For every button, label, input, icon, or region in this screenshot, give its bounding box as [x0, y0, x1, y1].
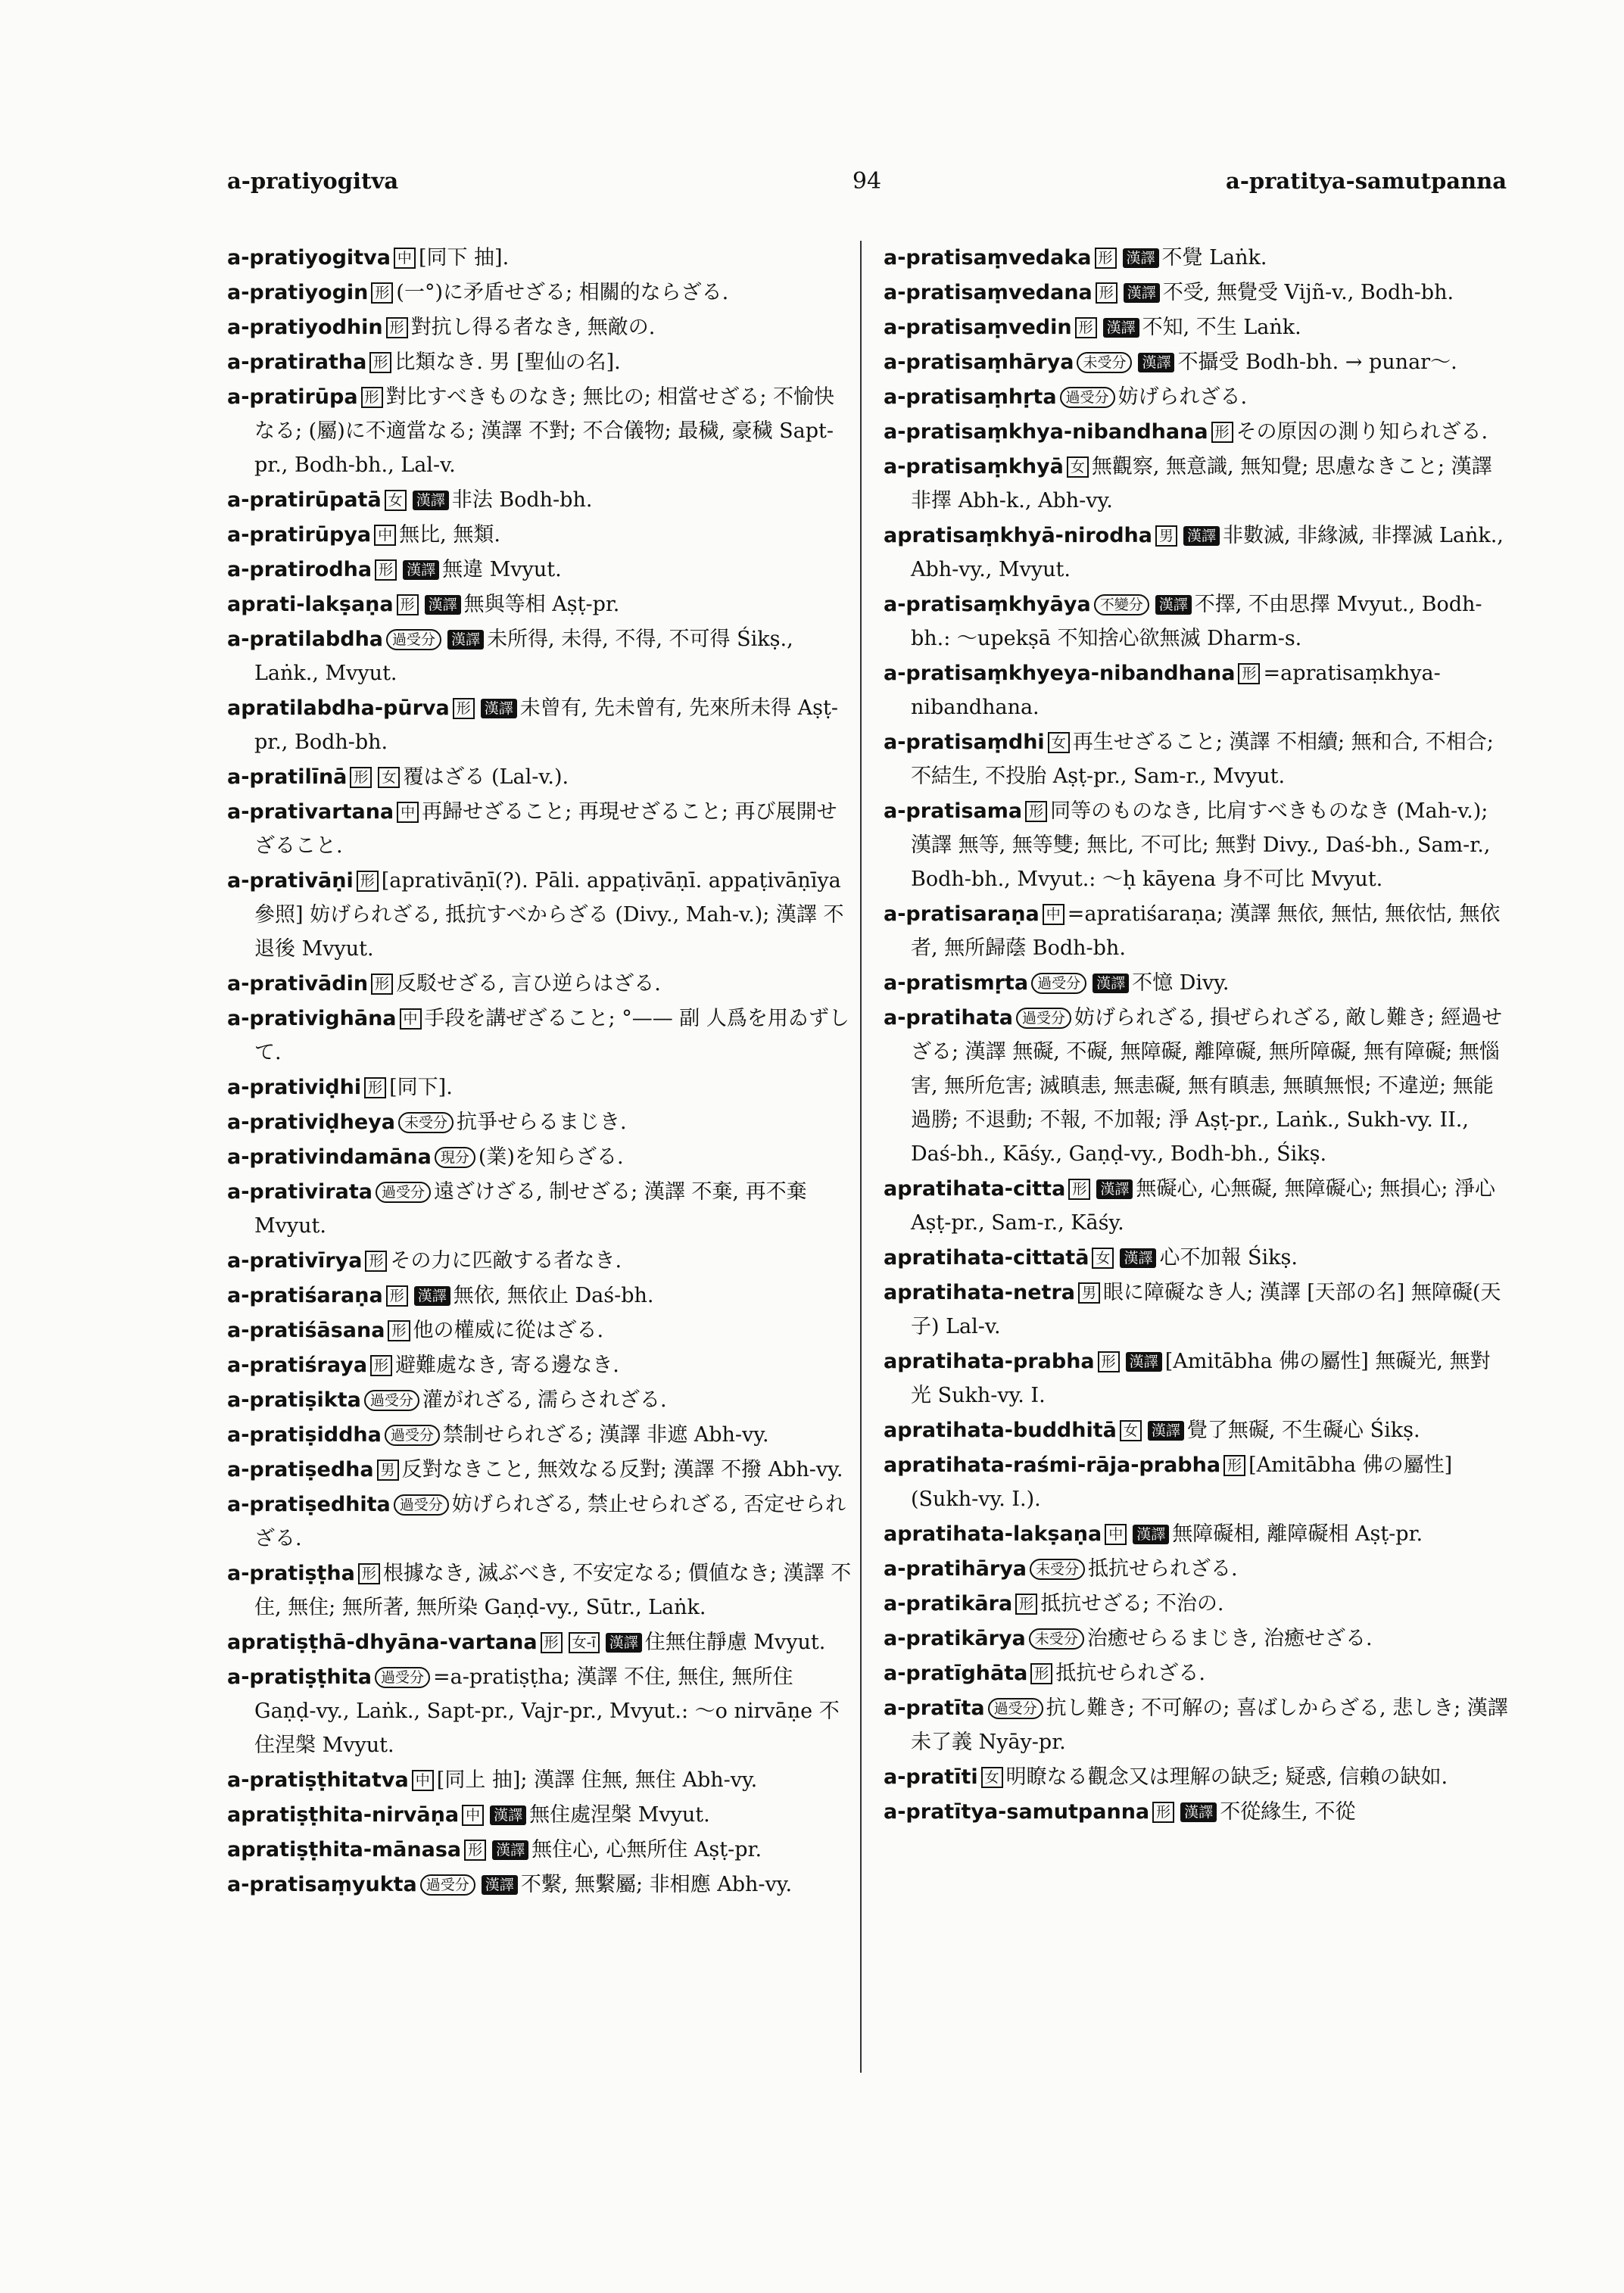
dictionary-entry — [884, 345, 1508, 379]
headword: a-pratisaraṇa — [884, 902, 1040, 926]
grammar-tag: 形 — [453, 698, 475, 719]
dictionary-entry — [227, 1313, 852, 1347]
definition: 反駁せざる, 言ひ逆らはざる. — [396, 972, 661, 995]
headword: a-pratiśaraṇa — [227, 1284, 383, 1307]
headword: a-pratisaṃdhi — [884, 731, 1045, 754]
translation-marker: 漢譯 — [1148, 1421, 1184, 1441]
headword: a-pratisaṃyukta — [227, 1873, 417, 1896]
definition: [Amitābha 佛の屬性] (Sukh-vy. I.). — [911, 1453, 1453, 1511]
definition: 不擇, 不由思擇 Mvyut., Bodh-bh.: ～upekṣā 不知捨心欲無滅 Dharm-s. — [911, 593, 1482, 650]
grammar-tag: 中 — [1105, 1524, 1127, 1545]
dictionary-entry — [227, 1833, 852, 1867]
headword: a-prativiḍheya — [227, 1111, 395, 1134]
headword: apratiṣṭhā-dhyāna-vartana — [227, 1631, 538, 1654]
translation-marker: 漢譯 — [1183, 526, 1220, 546]
dictionary-entry — [227, 1140, 852, 1174]
definition: 妨げられざる, 損ぜられざる, 敵し難き; 經過せざる; 漢譯 無礙, 不礙, 無障礙, 離障礙, 無所障礙, 無有障礙; 無惱害, 無所危害; 滅瞋恚, 無恚礙, 無有瞋恚, 無瞋無恨; 不違逆; 無能過勝; 不退動; 不報, 不加報; 淨 Aṣṭ-pr., Laṅk., Sukh-vy. II., Daś-bh., Kāśy., Gaṇḍ-vy., Bodh-bh., Śikṣ. — [911, 1006, 1503, 1166]
translation-marker: 漢譯 — [1126, 1352, 1162, 1372]
translation-marker: 漢譯 — [1093, 974, 1129, 993]
grammar-tag: 形 — [541, 1632, 563, 1653]
translation-marker: 漢譯 — [414, 1286, 450, 1306]
definition: 抵抗せられざる. — [1088, 1557, 1238, 1581]
grammar-tag: 形 — [388, 1320, 410, 1341]
grammar-tag: 過受分 — [375, 1667, 430, 1688]
grammar-tag: 形 — [357, 871, 379, 892]
headword: a-pratiṣikta — [227, 1388, 361, 1412]
dictionary-entry — [227, 1625, 852, 1659]
definition: 治癒せらるまじき, 治癒せざる. — [1086, 1627, 1373, 1650]
definition: 對比すべきものなき; 無比の; 相當せざる; 不愉快なる; (屬)に不適當なる; 漢譯 不對; 不合儀物; 最穢, 豪穢 Sapt-pr., Bodh-bh., Lal-v. — [254, 385, 835, 477]
dictionary-entry — [227, 1556, 852, 1625]
grammar-tag: 未受分 — [1029, 1628, 1084, 1650]
definition: 無觀察, 無意識, 無知覺; 思慮なきこと; 漢譯 非擇 Abh-k., Abh-vy. — [911, 455, 1492, 512]
dictionary-entry — [884, 1691, 1508, 1759]
definition: 不攝受 Bodh-bh. → punar～. — [1177, 350, 1457, 374]
dictionary-entry — [884, 1795, 1508, 1829]
definition: 根據なき, 滅ぶべき, 不安定なる; 價値なき; 漢譯 不住, 無住; 無所著, 無所染 Gaṇḍ-vy., Sūtr., Laṅk. — [254, 1562, 852, 1619]
dictionary-entry — [884, 656, 1508, 724]
dictionary-entry — [227, 345, 852, 379]
definition: 再歸せざること; 再現せざること; 再び展開せざること. — [254, 800, 837, 858]
definition: 眼に障礙なき人; 漢譯 [天部の名] 無障礙(天子) Lal-v. — [911, 1281, 1501, 1338]
headword: a-pratismṛta — [884, 971, 1029, 995]
translation-marker: 漢譯 — [1138, 353, 1174, 372]
dictionary-entry — [884, 276, 1508, 310]
dictionary-entry — [884, 241, 1508, 275]
translation-marker: 漢譯 — [1096, 1179, 1133, 1199]
translation-marker: 漢譯 — [606, 1633, 642, 1653]
grammar-tag: 形 — [1075, 317, 1097, 338]
grammar-tag: 過受分 — [386, 629, 441, 650]
dictionary-entry — [227, 1070, 852, 1104]
dictionary-entry — [227, 1418, 852, 1452]
translation-marker: 漢譯 — [1133, 1525, 1169, 1544]
grammar-tag: 中 — [412, 1770, 434, 1791]
grammar-tag: 女 — [378, 767, 400, 788]
grammar-tag: 形 — [1095, 248, 1117, 269]
definition: その原因の測り知られざる. — [1236, 420, 1488, 444]
headword: a-pratiyodhin — [227, 316, 383, 339]
grammar-tag: 形 — [365, 1251, 387, 1272]
dictionary-entry — [884, 897, 1508, 965]
dictionary-entry — [227, 1488, 852, 1556]
headword: a-pratirūpya — [227, 523, 372, 547]
definition: 同等のものなき, 比肩すべきものなき (Mah-v.); 漢譯 無等, 無等雙; 無比, 不可比; 無對 Divy., Daś-bh., Sam-r., Bodh-bh., Mvyut.: ～ḥ kāyena 身不可比 Mvyut. — [911, 799, 1491, 891]
dictionary-entry — [884, 725, 1508, 793]
definition: =a-pratiṣṭha; 漢譯 不住, 無住, 無所住 Gaṇḍ-vy., Laṅk., Sapt-pr., Vajr-pr., Mvyut.: ～o nirvāṇe 不住涅槃 Mvyut. — [254, 1665, 840, 1757]
grammar-tag: 形 — [371, 282, 393, 304]
headword: a-pratilīnā — [227, 765, 348, 789]
grammar-tag: 形 — [370, 1355, 392, 1376]
grammar-tag: 女 — [1092, 1248, 1114, 1269]
definition: 避難處なき, 寄る邊なき. — [395, 1354, 619, 1377]
definition: 非數滅, 非緣滅, 非擇滅 Laṅk., Abh-vy., Mvyut. — [911, 524, 1504, 581]
dictionary-entry — [227, 1002, 852, 1070]
definition: 手段を講ぜざること; °—— 副 人爲を用ゐずして. — [254, 1007, 849, 1064]
dictionary-entry — [227, 864, 852, 966]
definition: 心不加報 Śikṣ. — [1159, 1246, 1298, 1270]
definition: 覺了無礙, 不生礙心 Śikṣ. — [1186, 1419, 1420, 1442]
grammar-tag: 形 — [397, 594, 419, 615]
grammar-tag: 形 — [1152, 1802, 1174, 1823]
grammar-tag: 過受分 — [988, 1698, 1043, 1719]
grammar-tag: 過受分 — [1016, 1008, 1071, 1029]
dictionary-entry — [884, 1587, 1508, 1621]
grammar-tag: 過受分 — [1060, 387, 1115, 408]
headword: a-pratirūpatā — [227, 488, 382, 512]
definition: =apratiśaraṇa; 漢譯 無依, 無怙, 無依怙, 無依者, 無所歸蔭 Bodh-bh. — [911, 902, 1501, 960]
definition: 灌がれざる, 濡らされざる. — [422, 1388, 667, 1412]
headword: apratihata-netra — [884, 1281, 1075, 1304]
dictionary-entry — [884, 1656, 1508, 1690]
headword: a-pratisaṃkhyā — [884, 455, 1064, 478]
page-number: 94 — [852, 168, 882, 195]
translation-marker: 漢譯 — [413, 491, 449, 510]
dictionary-entry — [227, 1175, 852, 1243]
definition: 比類なき. 男 [聖仙の名]. — [394, 350, 621, 374]
grammar-tag: 女 — [385, 490, 407, 511]
dictionary-entry — [227, 518, 852, 552]
dictionary-entry — [227, 1660, 852, 1762]
grammar-tag: 未受分 — [398, 1112, 454, 1133]
definition: 不繫, 無繫屬; 非相應 Abh-vy. — [520, 1873, 793, 1896]
translation-marker: 漢譯 — [1155, 595, 1192, 615]
definition: 再生せざること; 漢譯 不相續; 無和合, 不相合; 不結生, 不投胎 Aṣṭ-pr., Sam-r., Mvyut. — [911, 731, 1494, 788]
grammar-tag: 中 — [1043, 904, 1064, 925]
definition: 無違 Mvyut. — [442, 558, 562, 581]
dictionary-entry — [227, 1868, 852, 1902]
grammar-tag: 未受分 — [1077, 352, 1132, 373]
definition: 無礙心, 心無礙, 無障礙心; 無損心; 淨心 Aṣṭ-pr., Sam-r., Kāśy. — [911, 1177, 1496, 1235]
grammar-tag: 形 — [386, 317, 408, 338]
headword: a-prativirata — [227, 1180, 372, 1204]
definition: [aprativāṇī(?). Pāli. appaṭivāṇī. appaṭivāṇīya 參照] 妨げられざる, 抵抗すべからざる (Divy., Mah-v.); 漢譯 不退後 Mvyut. — [254, 869, 844, 961]
dictionary-entry — [884, 966, 1508, 1000]
headword: apratiṣṭhita-nirvāṇa — [227, 1803, 460, 1827]
headword: a-prativīrya — [227, 1249, 363, 1273]
grammar-tag: 男 — [377, 1460, 399, 1481]
grammar-tag: 女 — [981, 1767, 1003, 1788]
headword: a-prativindamāna — [227, 1145, 432, 1169]
grammar-tag: 形 — [464, 1840, 486, 1861]
definition: 不覺 Laṅk. — [1161, 246, 1267, 269]
dictionary-entry — [884, 519, 1508, 587]
definition: その力に匹敵する者なき. — [390, 1249, 622, 1273]
definition: 抗し難き; 不可解の; 喜ばしからざる, 悲しき; 漢譯 未了義 Nyāy-pr. — [911, 1696, 1508, 1754]
definition: 無住心, 心無所住 Aṣṭ-pr. — [531, 1838, 762, 1862]
grammar-tag: 過受分 — [364, 1390, 419, 1411]
headword: a-pratilabdha — [227, 628, 384, 651]
grammar-tag: 形 — [361, 387, 383, 408]
grammar-tag: 女 — [1048, 732, 1070, 753]
dictionary-entry — [884, 1622, 1508, 1656]
definition: 未所得, 未得, 不得, 不可得 Śikṣ., Laṅk., Mvyut. — [254, 628, 793, 685]
translation-marker: 漢譯 — [1123, 248, 1159, 268]
definition: 他の權威に從はざる. — [413, 1319, 604, 1342]
headword: apratihata-lakṣaṇa — [884, 1522, 1102, 1546]
definition: 對抗し得る者なき, 無敵の. — [410, 316, 656, 339]
grammar-tag: 中 — [394, 248, 416, 269]
definition: 遠ざけざる, 制せざる; 漢譯 不棄, 再不棄 Mvyut. — [254, 1180, 807, 1238]
definition: 無住處涅槃 Mvyut. — [529, 1803, 710, 1827]
headword: a-pratiśāsana — [227, 1319, 385, 1342]
translation-marker: 漢譯 — [1124, 283, 1160, 303]
dictionary-entry — [884, 1172, 1508, 1240]
dictionary-entry — [227, 587, 852, 622]
translation-marker: 漢譯 — [425, 595, 461, 615]
header-right-guideword: a-pratitya-samutpanna — [1226, 168, 1507, 194]
grammar-tag: 男 — [1078, 1282, 1100, 1304]
grammar-tag: 形 — [386, 1285, 408, 1307]
headword: a-pratisaṃkhyāya — [884, 593, 1091, 616]
left-column — [227, 241, 852, 1902]
headword: a-prativighāna — [227, 1007, 397, 1030]
headword: a-pratiṣṭhitatva — [227, 1768, 409, 1792]
headword: apratihata-cittatā — [884, 1246, 1089, 1270]
definition: 住無住靜慮 Mvyut. — [644, 1631, 826, 1654]
headword: a-pratiyogitva — [227, 246, 391, 269]
definition: 無依, 無依止 Daś-bh. — [453, 1284, 654, 1307]
definition: 妨げられざる. — [1117, 385, 1248, 409]
headword: a-pratihata — [884, 1006, 1014, 1030]
dictionary-entry — [227, 622, 852, 690]
headword: a-pratiyogin — [227, 281, 369, 304]
right-column — [884, 241, 1508, 1830]
translation-marker: 漢譯 — [403, 560, 439, 580]
grammar-tag: 中 — [462, 1805, 484, 1826]
dictionary-entry — [227, 691, 852, 759]
grammar-tag: 形 — [1068, 1179, 1090, 1200]
dictionary-entry — [227, 310, 852, 344]
headword: apratihata-buddhitā — [884, 1419, 1117, 1442]
dictionary-entry — [227, 1348, 852, 1382]
headword: a-pratiṣṭhita — [227, 1665, 372, 1689]
grammar-tag: 過受分 — [376, 1182, 431, 1203]
headword: a-pratisaṃvedana — [884, 281, 1093, 304]
dictionary-entry — [227, 1244, 852, 1278]
definition: 反對なきこと, 無效なる反對; 漢譯 不撥 Abh-vy. — [401, 1458, 843, 1481]
dictionary-entry — [227, 795, 852, 863]
dictionary-entry — [884, 380, 1508, 414]
translation-marker: 漢譯 — [482, 1875, 518, 1895]
definition: (一°)に矛盾せざる; 相關的ならざる. — [396, 281, 729, 304]
definition: [同下]. — [389, 1076, 453, 1099]
grammar-tag: 形 — [1030, 1663, 1052, 1684]
grammar-tag: 形 — [1098, 1351, 1120, 1372]
headword: a-pratisama — [884, 799, 1023, 823]
headword: apratihata-prabha — [884, 1350, 1095, 1373]
definition: 無與等相 Aṣṭ-pr. — [463, 593, 620, 616]
grammar-tag: 形 — [375, 559, 397, 581]
headword: a-pratiratha — [227, 350, 367, 374]
headword: a-pratisaṃvedin — [884, 316, 1072, 339]
headword: a-pratisaṃvedaka — [884, 246, 1092, 269]
grammar-tag: 形 — [1238, 663, 1260, 684]
grammar-tag: 形 — [1025, 801, 1047, 822]
definition: 妨げられざる, 禁止せられざる, 否定せられざる. — [254, 1493, 846, 1550]
definition: 不受, 無覺受 Vijñ-v., Bodh-bh. — [1162, 281, 1454, 304]
grammar-tag: 形 — [1015, 1594, 1037, 1615]
dictionary-entry — [884, 1001, 1508, 1171]
grammar-tag: 形 — [369, 352, 391, 373]
dictionary-entry — [884, 1413, 1508, 1447]
grammar-tag: 形 — [1211, 422, 1233, 443]
headword: a-pratīti — [884, 1765, 978, 1789]
definition: 未曾有, 先未曾有, 先來所未得 Aṣṭ-pr., Bodh-bh. — [254, 696, 838, 754]
definition: 非法 Bodh-bh. — [451, 488, 593, 512]
headword: apratisaṃkhyā-nirodha — [884, 524, 1152, 547]
headword: a-pratisaṃkhyeya-nibandhana — [884, 662, 1236, 685]
grammar-tag: 形 — [350, 767, 372, 788]
headword: a-pratikāra — [884, 1592, 1013, 1615]
definition: 抗爭せらるまじき. — [457, 1111, 627, 1134]
grammar-tag: 形 — [1096, 282, 1117, 304]
headword: a-pratiṣṭha — [227, 1562, 355, 1585]
translation-marker: 漢譯 — [447, 630, 484, 650]
headword: a-pratisaṃkhya-nibandhana — [884, 420, 1208, 444]
dictionary-entry — [227, 1383, 852, 1417]
headword: a-pratīta — [884, 1696, 985, 1720]
grammar-tag: 女 — [1120, 1420, 1142, 1441]
grammar-tag: 形 — [364, 1077, 386, 1098]
headword: a-pratītya-samutpanna — [884, 1800, 1150, 1824]
headword: apratilabdha-pūrva — [227, 696, 450, 720]
dictionary-entry — [884, 587, 1508, 656]
grammar-tag: 未受分 — [1030, 1559, 1085, 1580]
grammar-tag: 形 — [358, 1563, 380, 1584]
grammar-tag: 過受分 — [385, 1425, 440, 1446]
dictionary-entry — [227, 553, 852, 587]
definition: [同上 抽]; 漢譯 住無, 無住 Abh-vy. — [436, 1768, 758, 1792]
dictionary-entry — [884, 1241, 1508, 1275]
headword: a-prativartana — [227, 800, 394, 824]
definition: [同下 抽]. — [418, 246, 510, 269]
headword: aprati-lakṣaṇa — [227, 593, 394, 616]
dictionary-entry — [227, 1105, 852, 1139]
headword: apratihata-raśmi-rāja-prabha — [884, 1453, 1221, 1477]
translation-marker: 漢譯 — [481, 699, 517, 718]
definition: [Amitābha 佛の屬性] 無礙光, 無對光 Sukh-vy. I. — [911, 1350, 1491, 1407]
headword: a-pratisaṃhṛta — [884, 385, 1057, 409]
definition: 不憶 Divy. — [1132, 971, 1230, 995]
dictionary-entry — [884, 1760, 1508, 1794]
headword: a-pratiṣedha — [227, 1458, 374, 1481]
grammar-tag: 不變分 — [1094, 594, 1149, 615]
translation-marker: 漢譯 — [1103, 318, 1139, 338]
dictionary-entry — [884, 794, 1508, 896]
translation-marker: 漢譯 — [1120, 1248, 1156, 1268]
dictionary-entry — [227, 1798, 852, 1832]
translation-marker: 漢譯 — [492, 1840, 528, 1860]
grammar-tag: 過受分 — [1031, 973, 1086, 994]
definition: 不從緣生, 不從 — [1220, 1800, 1356, 1824]
dictionary-entry — [884, 450, 1508, 518]
dictionary-entry — [884, 1276, 1508, 1344]
dictionary-entry — [227, 1453, 852, 1487]
dictionary-entry — [227, 483, 852, 517]
headword: a-pratirodha — [227, 558, 372, 581]
definition: 禁制せられざる; 漢譯 非遮 Abh-vy. — [442, 1423, 769, 1447]
headword: a-pratirūpa — [227, 385, 358, 409]
dictionary-entry — [884, 415, 1508, 449]
translation-marker: 漢譯 — [490, 1805, 526, 1825]
dictionary-entry — [227, 1279, 852, 1313]
dictionary-entry — [884, 1344, 1508, 1413]
headword: a-pratiṣiddha — [227, 1423, 382, 1447]
headword: a-pratīghāta — [884, 1662, 1028, 1685]
grammar-tag: 女 — [1067, 456, 1089, 478]
headword: a-pratikārya — [884, 1627, 1026, 1650]
definition: 無障礙相, 離障礙相 Aṣṭ-pr. — [1172, 1522, 1423, 1546]
page-header — [227, 168, 1507, 206]
dictionary-entry — [884, 1552, 1508, 1586]
grammar-tag: 形 — [1223, 1455, 1245, 1476]
definition: 抵抗せざる; 不治の. — [1040, 1592, 1224, 1615]
definition: 明瞭なる觀念又は理解の缺乏; 疑惑, 信賴の缺如. — [1005, 1765, 1448, 1789]
dictionary-entry — [227, 1763, 852, 1797]
headword: a-pratihārya — [884, 1557, 1027, 1581]
dictionary-entry — [884, 310, 1508, 344]
definition: (業)を知らざる. — [478, 1145, 624, 1169]
grammar-tag: 男 — [1155, 525, 1177, 547]
grammar-tag: 中 — [400, 1008, 422, 1030]
dictionary-entry — [227, 241, 852, 275]
headword: a-prativiḍhi — [227, 1076, 362, 1099]
headword: a-pratiṣedhita — [227, 1493, 391, 1516]
grammar-tag: 中 — [374, 525, 396, 546]
definition: 無比, 無類. — [399, 523, 500, 547]
grammar-tag: 女-ī — [569, 1632, 600, 1653]
dictionary-entry — [227, 380, 852, 482]
headword: a-prativādin — [227, 972, 369, 995]
headword: a-pratisaṃhārya — [884, 350, 1074, 374]
dictionary-entry — [227, 967, 852, 1001]
grammar-tag: 中 — [397, 802, 419, 823]
definition: =apratisaṃkhya-nibandhana. — [911, 662, 1441, 719]
grammar-tag: 現分 — [435, 1147, 475, 1168]
headword: a-pratiśraya — [227, 1354, 368, 1377]
dictionary-entry — [884, 1448, 1508, 1516]
translation-marker: 漢譯 — [1180, 1802, 1217, 1822]
headword: apratiṣṭhita-mānasa — [227, 1838, 462, 1862]
grammar-tag: 過受分 — [420, 1874, 475, 1896]
definition: 不知, 不生 Laṅk. — [1142, 316, 1301, 339]
dictionary-entry — [227, 276, 852, 310]
grammar-tag: 過受分 — [394, 1494, 449, 1516]
dictionary-entry — [884, 1517, 1508, 1551]
column-divider — [860, 241, 862, 2073]
grammar-tag: 形 — [371, 974, 393, 995]
definition: 覆はざる (Lal-v.). — [403, 765, 569, 789]
header-left-guideword: a-pratiyogitva — [227, 168, 399, 194]
headword: a-prativāṇi — [227, 869, 354, 893]
headword: apratihata-citta — [884, 1177, 1066, 1201]
definition: 抵抗せられざる. — [1055, 1662, 1205, 1685]
dictionary-entry — [227, 760, 852, 794]
